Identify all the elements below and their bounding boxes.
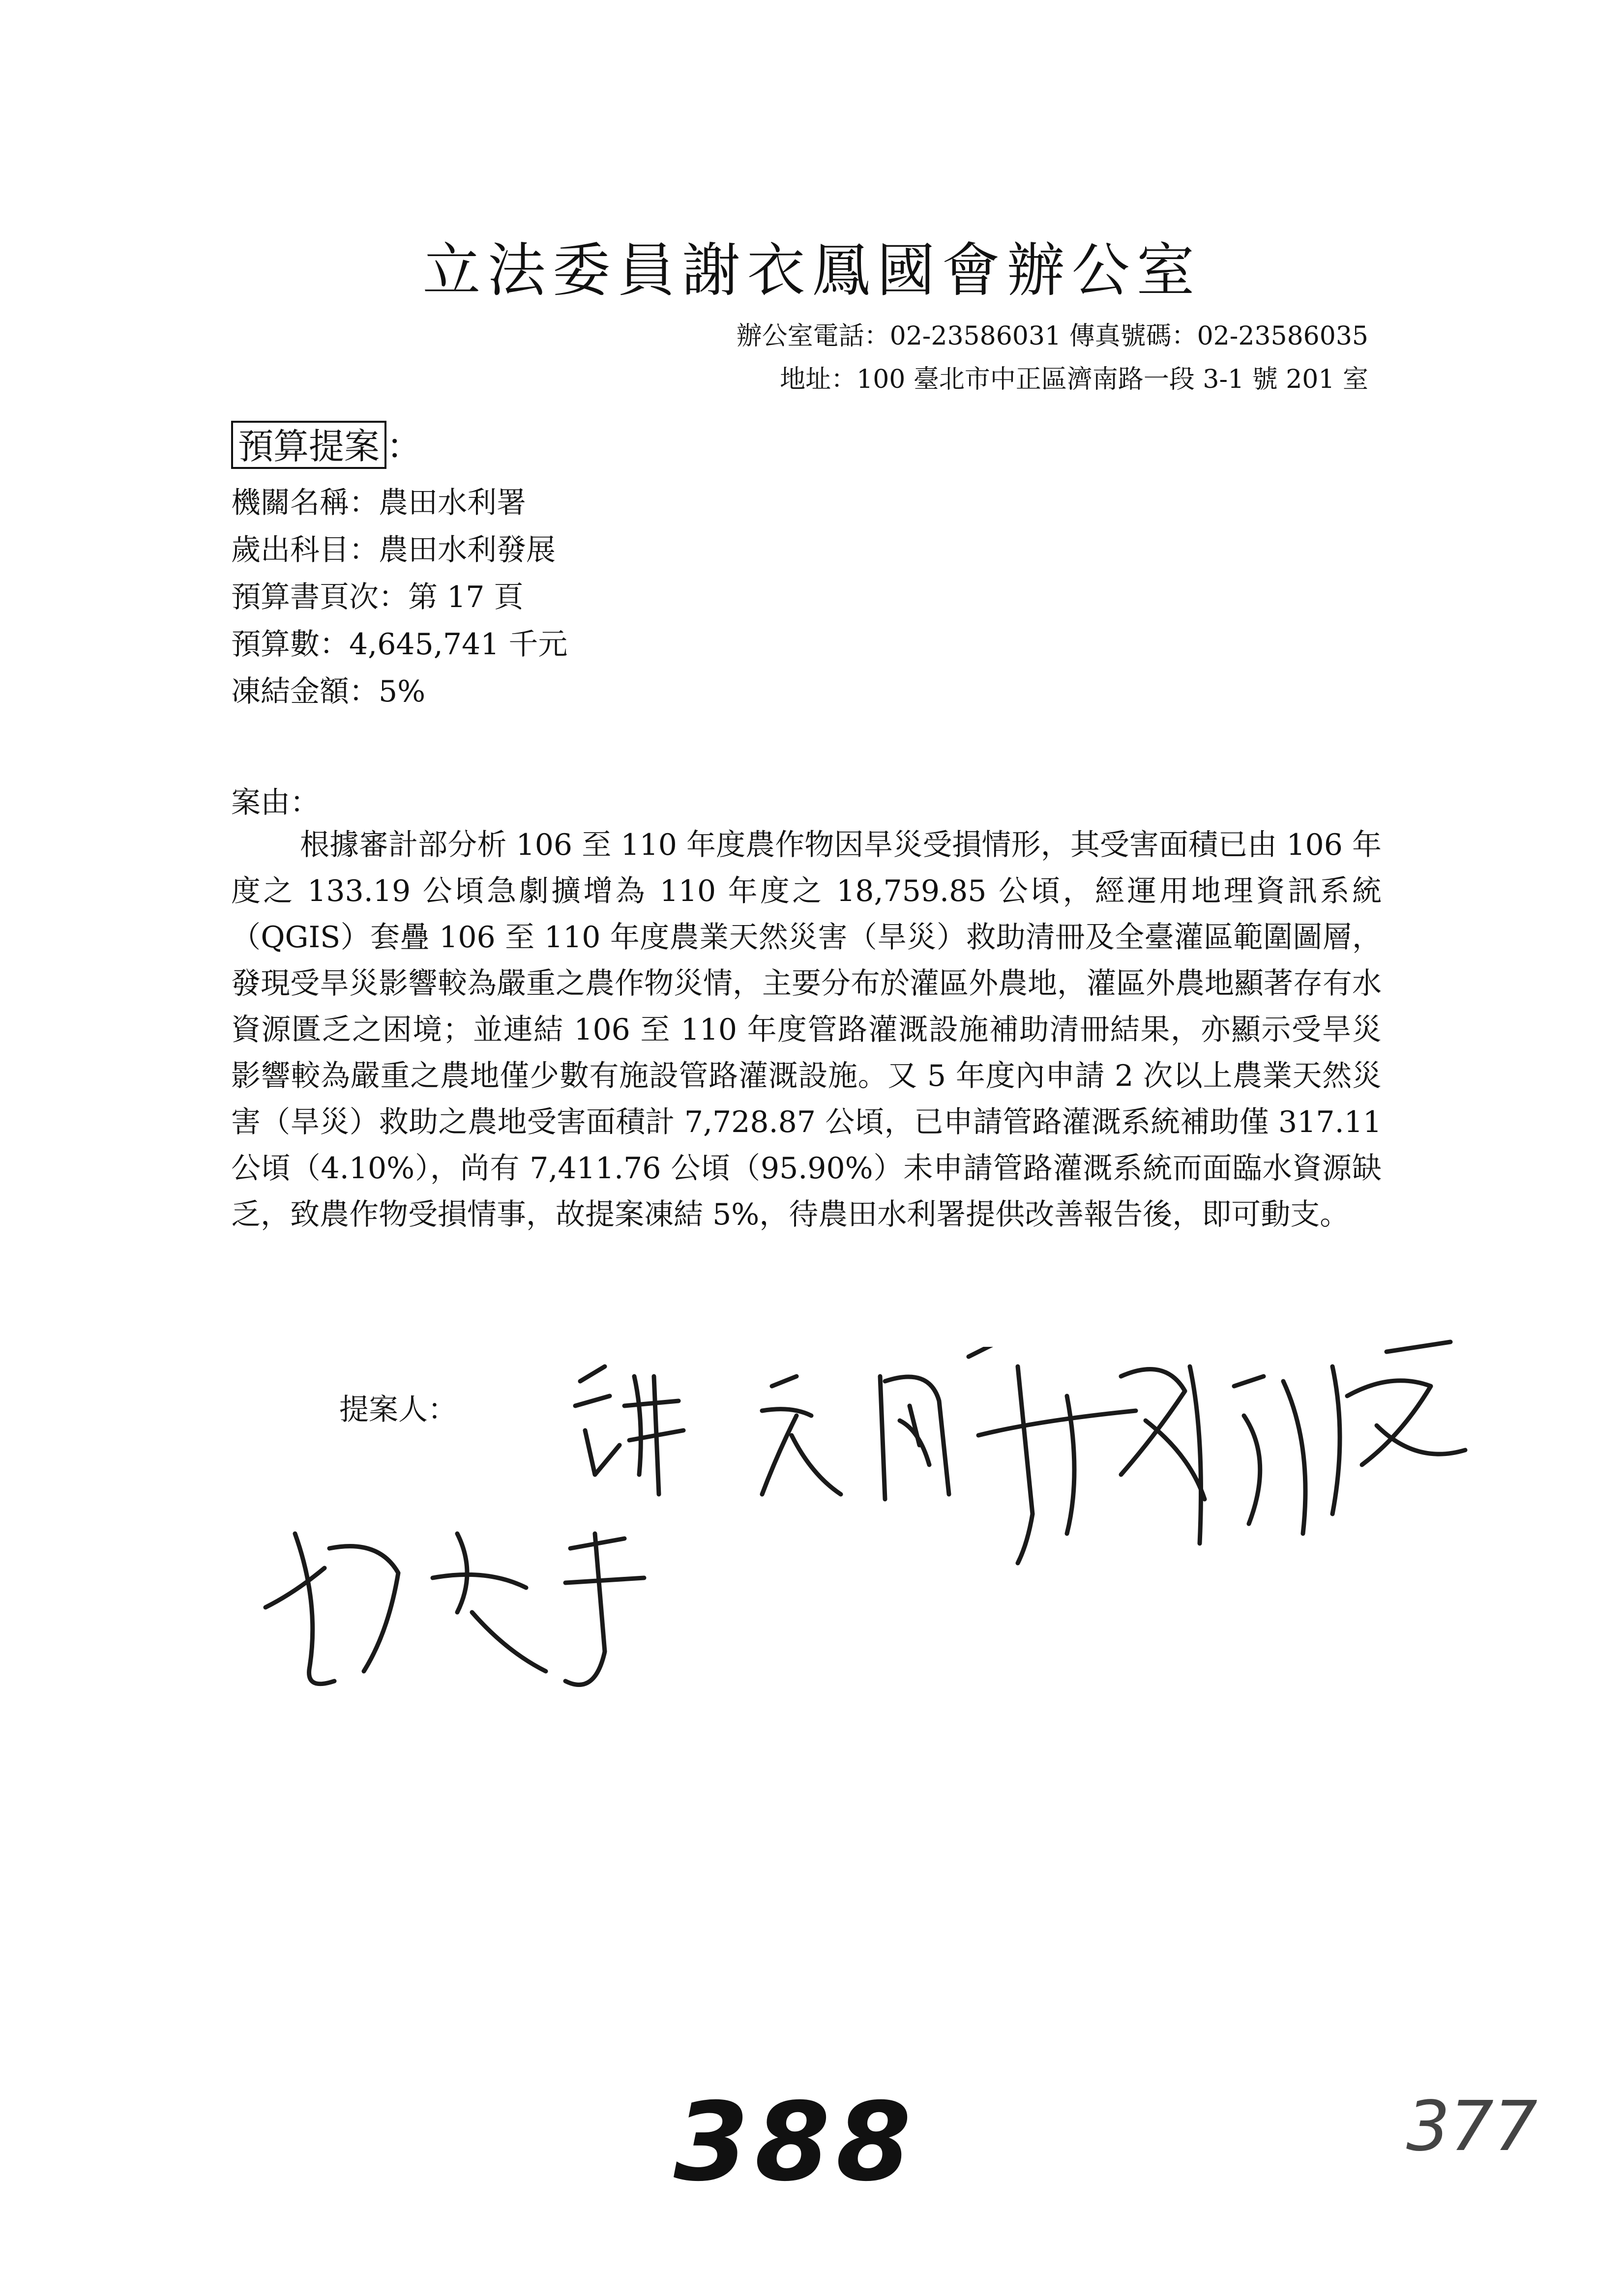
field-budget-page	[231, 574, 567, 621]
field-agency	[231, 479, 567, 526]
contact-phone-fax: 辦公室電話：02-23586031 傳真號碼：02-23586035	[736, 321, 1368, 351]
field-value: 農田水利發展	[379, 533, 556, 567]
field-frozen-amount	[231, 668, 567, 715]
proposal-boxed-label: 預算提案	[231, 421, 386, 469]
case-label: 案由：	[231, 785, 320, 820]
contact-block	[737, 315, 1368, 401]
field-label: 機關名稱：	[231, 486, 379, 520]
field-expense-item	[231, 526, 567, 574]
field-value: 5%	[379, 674, 426, 709]
proposal-colon: ：	[386, 426, 422, 467]
proposer-label: 提案人：	[339, 1393, 457, 1427]
page-number-handwritten: 388	[674, 2079, 917, 2205]
contact-address: 地址：100 臺北市中正區濟南路一段 3-1 號 201 室	[780, 365, 1368, 394]
case-body-text: 根據審計部分析 106 至 110 年度農作物因旱災受損情形，其受害面積已由 106 年度之 133.19 公頃急劇擴增為 110 年度之 18,759.85 公頃，經運用地理資訊系統（QGIS）套疊 106 至 110 年度農業天然災害（旱災）救助清冊及全臺灌區範圍圖層，發現受旱災影響較為嚴重之農作物災情，主要分布於灌區外農地，灌區外農地顯著存有水資源匱乏之困境；並連結 106 至 110 年度管路灌溉設施補助清冊結果，亦顯示受旱災影響較為嚴重之農地僅少數有施設管路灌溉設施。又 5 年度內申請 2 次以上農業天然災害（旱災）救助之農地受害面積計 7,728.87 公頃，已申請管路灌溉系統補助僅 317.11 公頃（4.10%），尚有 7,411.76 公頃（95.90%）未申請管路灌溉系統而面臨水資源缺乏，致農作物受損情事，故提案凍結 5%，待農田水利署提供改善報告後，即可動支。	[231, 828, 1382, 1232]
page-number-secondary: 377	[1406, 2087, 1538, 2167]
signature-1	[565, 1347, 1008, 1509]
field-label: 預算書頁次：	[231, 580, 408, 614]
field-label: 凍結金額：	[231, 674, 379, 709]
field-budget-amount	[231, 621, 567, 668]
office-title: 立法委員謝衣鳳國會辦公室	[422, 236, 1202, 304]
field-label: 預算數：	[231, 627, 349, 662]
signature-2	[959, 1337, 1480, 1583]
field-list	[231, 479, 567, 715]
field-label: 歲出科目：	[231, 533, 379, 567]
proposal-heading	[231, 418, 422, 469]
field-value: 第 17 頁	[408, 580, 524, 614]
field-value: 農田水利署	[379, 486, 526, 520]
field-value: 4,645,741 千元	[349, 627, 568, 662]
signature-3	[251, 1504, 674, 1711]
